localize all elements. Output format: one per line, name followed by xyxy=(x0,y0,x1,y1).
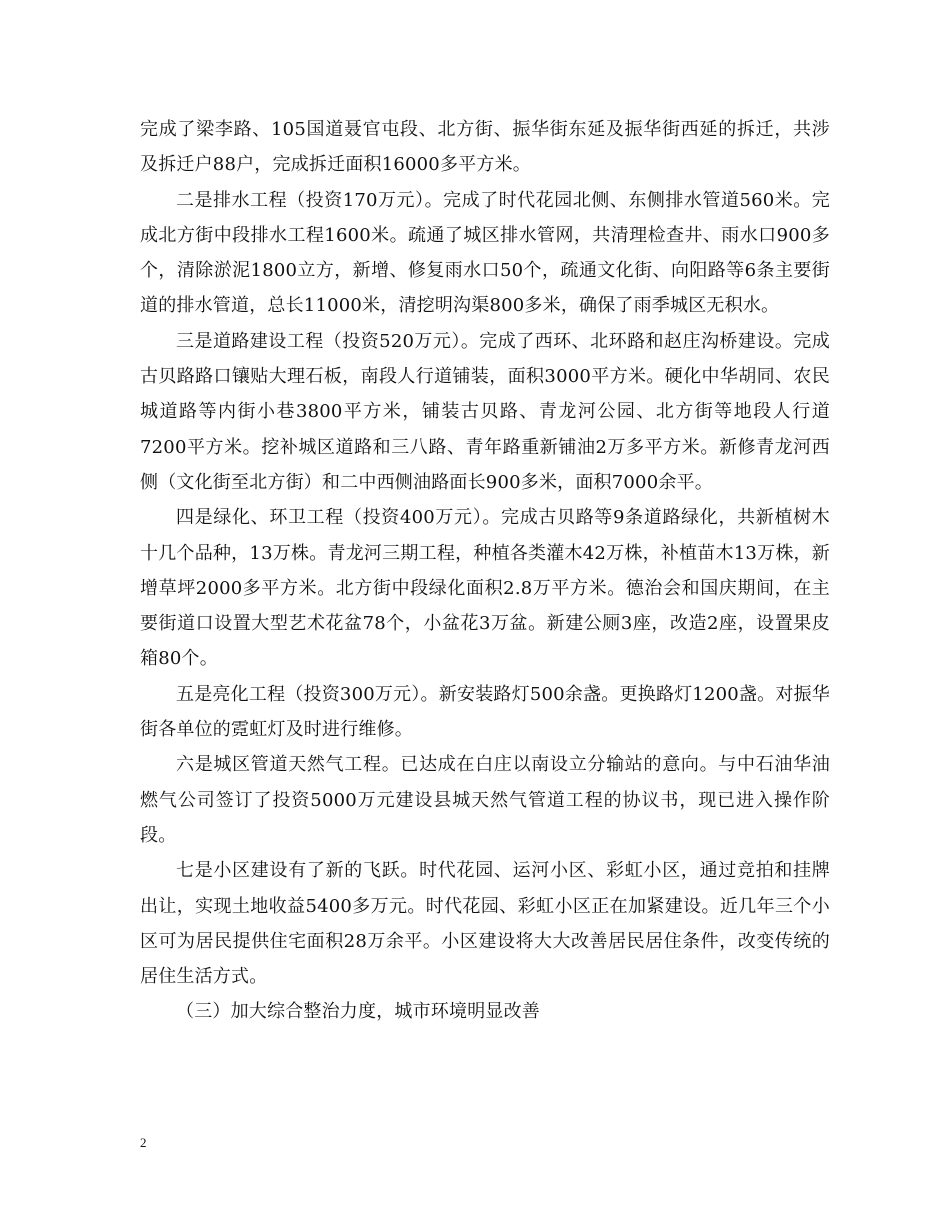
paragraph-demolition: 完成了梁李路、105国道聂官屯段、北方街、振华街东延及振华街西延的拆迁，共涉及拆迁户88户，完成拆迁面积16000多平方米。 xyxy=(140,119,830,176)
section-heading: （三）加大综合整治力度，城市环境明显改善 xyxy=(176,1001,540,1023)
paragraph-greening-sanitation: 四是绿化、环卫工程（投资400万元）。完成古贝路等9条道路绿化，共新植树木十几个品种，13万株。青龙河三期工程，种植各类灌木42万株，补植苗木13万株，新增草坪2000多平方米。北方街中段绿化面积2.8万平方米。德治会和国庆期间，在主要街道口设置大型艺术花盆78个，小盆花3万盆。新建公厕3座，改造2座，设置果皮箱80个。 xyxy=(140,507,830,670)
paragraph-natural-gas: 六是城区管道天然气工程。已达成在白庄以南设立分输站的意向。与中石油华油燃气公司签订了投资5000万元建设县城天然气管道工程的协议书，现已进入操作阶段。 xyxy=(140,754,830,846)
paragraph-residential: 七是小区建设有了新的飞跃。时代花园、运河小区、彩虹小区，通过竞拍和挂牌出让，实现土地收益5400多万元。时代花园、彩虹小区正在加紧建设。近几年三个小区可为居民提供住宅面积28万余平。小区建设将大大改善居民居住条件，改变传统的居住生活方式。 xyxy=(140,860,830,988)
body-text xyxy=(140,112,830,1030)
paragraph-road-construction: 三是道路建设工程（投资520万元）。完成了西环、北环路和赵庄沟桥建设。完成古贝路路口镶贴大理石板，南段人行道铺装，面积3000平方米。硬化中华胡同、农民城道路等内街小巷3800平方米，铺装古贝路、青龙河公园、北方街等地段人行道7200平方米。挖补城区道路和三八路、青年路重新铺油2万多平方米。新修青龙河西侧（文化街至北方街）和二中西侧油路面长900多米，面积7000余平。 xyxy=(140,330,830,493)
page-number: 2 xyxy=(140,1135,147,1150)
paragraph-drainage: 二是排水工程（投资170万元）。完成了时代花园北侧、东侧排水管道560米。完成北方街中段排水工程1600米。疏通了城区排水管网，共清理检查井、雨水口900多个，清除淤泥1800立方，新增、修复雨水口50个，疏通文化街、向阳路等6条主要街道的排水管道，总长11000米，清挖明沟渠800多米，确保了雨季城区无积水。 xyxy=(140,189,830,317)
paragraph-lighting: 五是亮化工程（投资300万元）。新安装路灯500余盏。更换路灯1200盏。对振华街各单位的霓虹灯及时进行维修。 xyxy=(140,683,830,741)
